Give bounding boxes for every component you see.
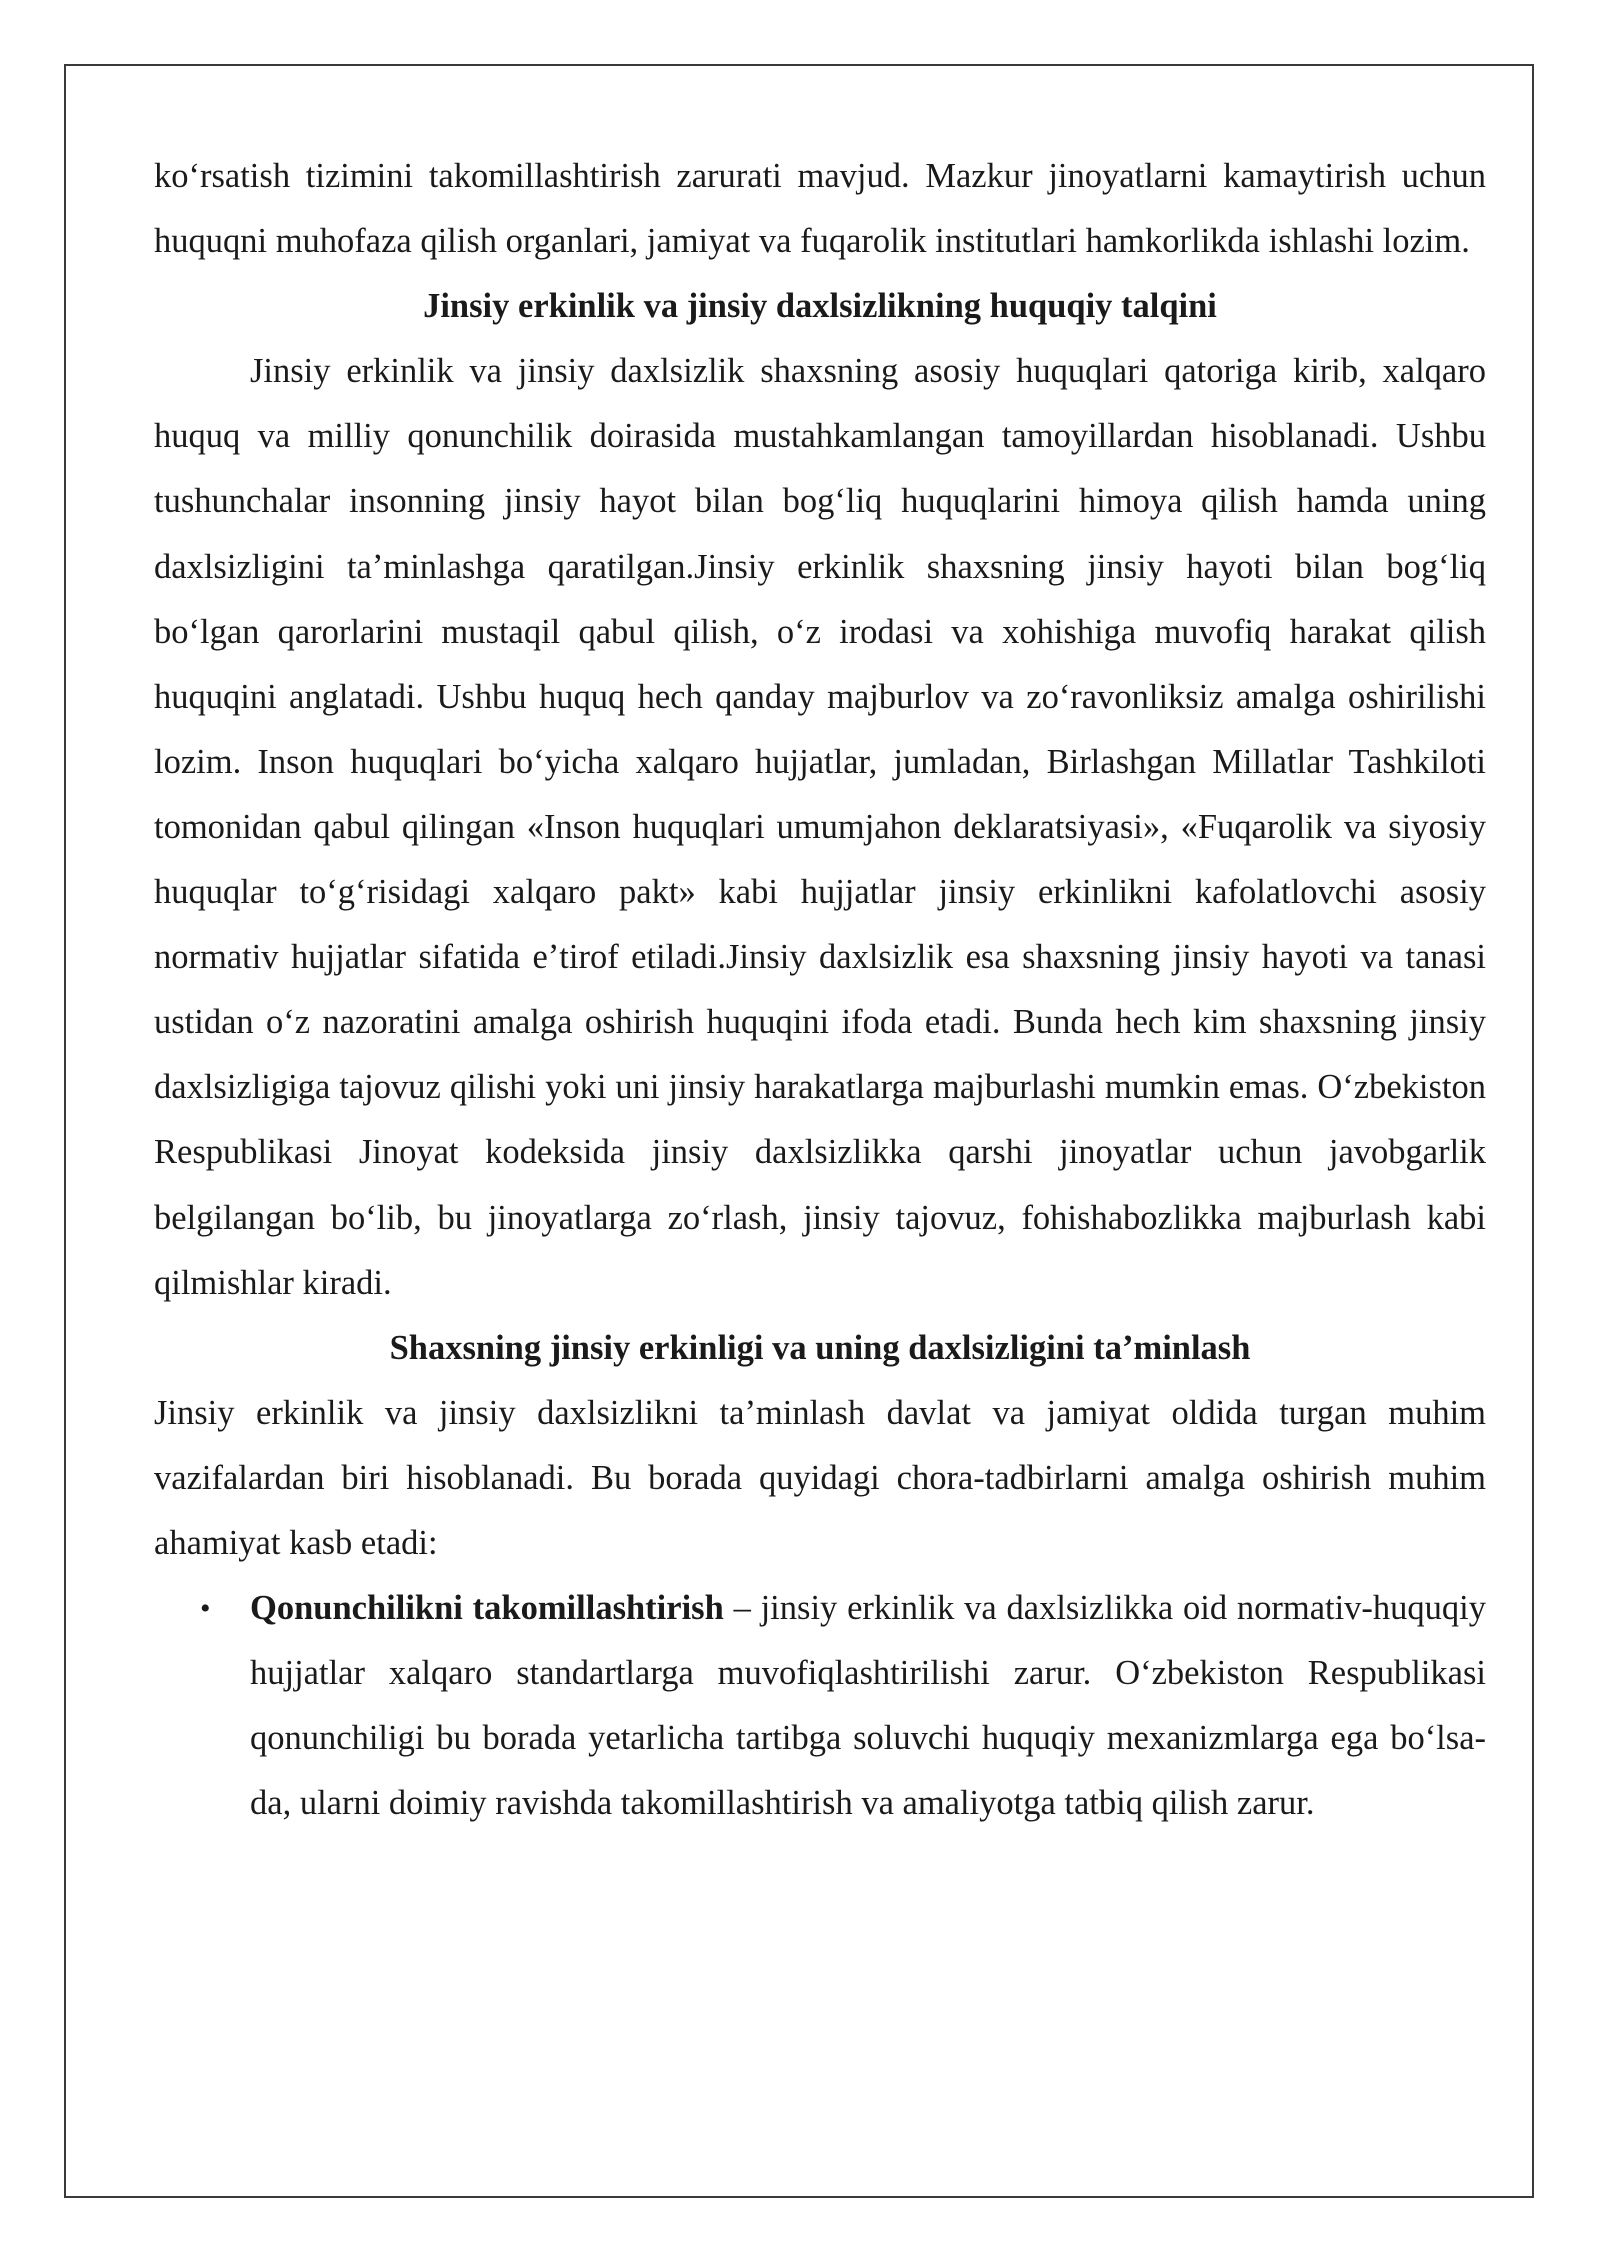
list-item-text: – jinsiy erkinlik va daxlsizlikka oid normativ-huquqiy hujjatlar xalqaro standartlarga muvofiqlashtirilishi zarur. Oʻzbekiston Respublikasi qonunchiligi bu borada yetarlicha tartibga soluvchi huquqiy mexanizmlarga ega boʻlsa-da, ularni doimiy ravishda takomillashtirish va amaliyotga tatbiq qilish zarur. <box>250 1589 1487 1823</box>
section-paragraph-legal-interpretation: Jinsiy erkinlik va jinsiy daxlsizlik shaxsning asosiy huquqlari qatoriga kirib, xalqaro huquq va milliy qonunchilik doirasida mustahkamlangan tamoyillardan hisoblanadi. Ushbu tushunchalar insonning jinsiy hayot bilan bogʻliq huquqlarini himoya qilish hamda uning daxlsizligini taʼminlashga qaratilgan.Jinsiy erkinlik shaxsning jinsiy hayoti bilan bogʻliq boʻlgan qarorlarini mustaqil qabul qilish, oʻz irodasi va xohishiga muvofiq harakat qilish huquqini anglatadi. Ushbu huquq hech qanday majburlov va zoʻravonliksiz amalga oshirilishi lozim. Inson huquqlari boʻyicha xalqaro hujjatlar, jumladan, Birlashgan Millatlar Tashkiloti tomonidan qabul qilingan «Inson huquqlari umumjahon deklaratsiyasi», «Fuqarolik va siyosiy huquqlar toʻgʻrisidagi xalqaro pakt» kabi hujjatlar jinsiy erkinlikni kafolatlovchi asosiy normativ hujjatlar sifatida eʼtirof etiladi.Jinsiy daxlsizlik esa shaxsning jinsiy hayoti va tanasi ustidan oʻz nazoratini amalga oshirish huquqini ifoda etadi. Bunda hech kim shaxsning jinsiy daxlsizligiga tajovuz qilishi yoki uni jinsiy harakatlarga majburlashi mumkin emas. Oʻzbekiston Respublikasi Jinoyat kodeksida jinsiy daxlsizlikka qarshi jinoyatlar uchun javobgarlik belgilangan boʻlib, bu jinoyatlarga zoʻrlash, jinsiy tajovuz, fohishabozlikka majburlash kabi qilmishlar kiradi. <box>154 352 1486 1302</box>
bullet-marker: • <box>200 1592 211 1626</box>
list-item <box>200 1576 1487 1836</box>
section-heading-legal-interpretation: Jinsiy erkinlik va jinsiy daxlsizlikning huquqiy talqini <box>423 287 1217 326</box>
document-body <box>154 144 1486 1836</box>
section-heading-ensuring-freedom: Shaxsning jinsiy erkinligi va uning daxlsizligini taʼminlash <box>389 1328 1251 1367</box>
measures-list <box>154 1576 1486 1836</box>
intro-paragraph: koʻrsatish tizimini takomillashtirish zarurati mavjud. Mazkur jinoyatlarni kamaytirish uchun huquqni muhofaza qilish organlari, jamiyat va fuqarolik institutlari hamkorlikda ishlashi lozim. <box>154 157 1486 261</box>
section-paragraph-ensuring-freedom: Jinsiy erkinlik va jinsiy daxlsizlikni taʼminlash davlat va jamiyat oldida turgan muhim vazifalardan biri hisoblanadi. Bu borada quyidagi chora-tadbirlarni amalga oshirish muhim ahamiyat kasb etadi: <box>154 1393 1486 1562</box>
list-item-term: Qonunchilikni takomillashtirish <box>250 1589 724 1628</box>
